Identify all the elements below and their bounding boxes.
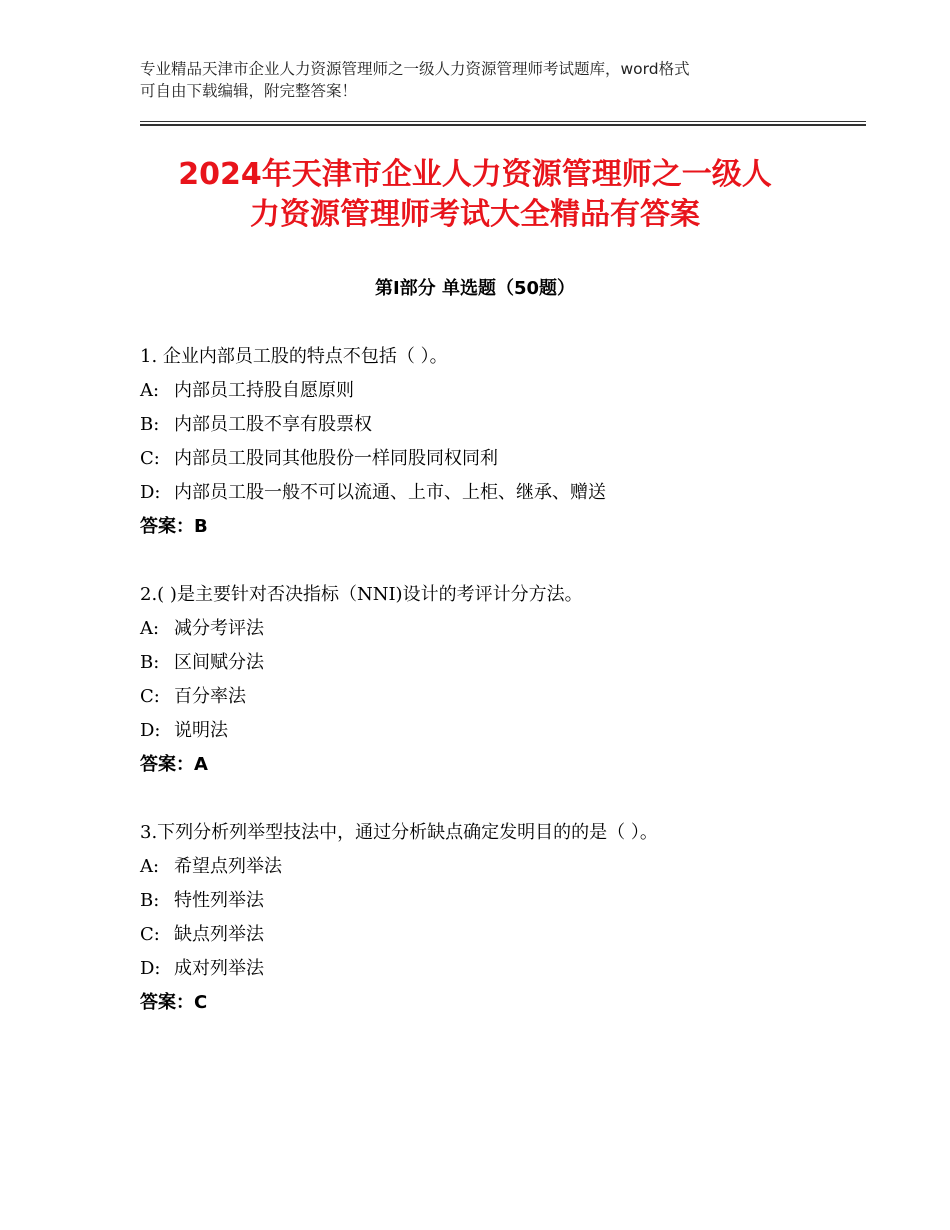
option-text: 区间赋分法 xyxy=(174,652,264,673)
option-c xyxy=(140,442,840,476)
document-title xyxy=(100,155,850,235)
option-b xyxy=(140,646,840,680)
option-letter: C: xyxy=(140,686,160,707)
option-letter: C: xyxy=(140,448,160,469)
option-b xyxy=(140,884,840,918)
option-letter: B: xyxy=(140,414,160,435)
header-divider-thin xyxy=(140,121,866,122)
option-letter: D: xyxy=(140,720,161,741)
option-text: 百分率法 xyxy=(174,686,246,707)
option-a xyxy=(140,612,840,646)
question-2 xyxy=(140,578,840,782)
option-b xyxy=(140,408,840,442)
question-stem: 2.( )是主要针对否决指标（NNI)设计的考评计分方法。 xyxy=(140,584,583,605)
option-a xyxy=(140,850,840,884)
option-text: 内部员工股不享有股票权 xyxy=(174,414,372,435)
option-letter: D: xyxy=(140,958,161,979)
question-list xyxy=(140,340,840,1054)
option-c xyxy=(140,918,840,952)
header-note xyxy=(140,58,820,102)
question-stem: 3.下列分析列举型技法中，通过分析缺点确定发明目的的是（ ）。 xyxy=(140,822,658,843)
question-3 xyxy=(140,816,840,1020)
option-text: 缺点列举法 xyxy=(174,924,264,945)
option-text: 内部员工股同其他股份一样同股同权同利 xyxy=(174,448,498,469)
option-d xyxy=(140,476,840,510)
option-text: 说明法 xyxy=(174,720,228,741)
header-note-line-2: 可自由下载编辑，附完整答案！ xyxy=(140,82,358,100)
option-letter: B: xyxy=(140,652,160,673)
document-title-line-2: 力资源管理师考试大全精品有答案 xyxy=(250,197,700,232)
option-letter: A: xyxy=(140,856,160,877)
answer: 答案：A xyxy=(140,754,208,775)
document-title-line-1: 2024年天津市企业人力资源管理师之一级人 xyxy=(178,157,772,192)
option-letter: B: xyxy=(140,890,160,911)
option-letter: A: xyxy=(140,618,160,639)
answer: 答案：C xyxy=(140,992,208,1013)
option-text: 成对列举法 xyxy=(174,958,264,979)
question-stem: 1. 企业内部员工股的特点不包括（ ）。 xyxy=(140,346,448,367)
option-text: 内部员工持股自愿原则 xyxy=(174,380,354,401)
section-heading: 第Ⅰ部分 单选题（50题） xyxy=(374,278,575,299)
header-divider-thick xyxy=(140,124,866,126)
question-1 xyxy=(140,340,840,544)
option-text: 减分考评法 xyxy=(174,618,264,639)
option-text: 希望点列举法 xyxy=(174,856,282,877)
option-d xyxy=(140,714,840,748)
option-c xyxy=(140,680,840,714)
answer: 答案：B xyxy=(140,516,208,537)
option-text: 特性列举法 xyxy=(174,890,264,911)
option-d xyxy=(140,952,840,986)
option-text: 内部员工股一般不可以流通、上市、上柜、继承、赠送 xyxy=(174,482,606,503)
option-a xyxy=(140,374,840,408)
option-letter: A: xyxy=(140,380,160,401)
option-letter: D: xyxy=(140,482,161,503)
header-note-line-1: 专业精品天津市企业人力资源管理师之一级人力资源管理师考试题库，word格式 xyxy=(140,60,690,78)
option-letter: C: xyxy=(140,924,160,945)
